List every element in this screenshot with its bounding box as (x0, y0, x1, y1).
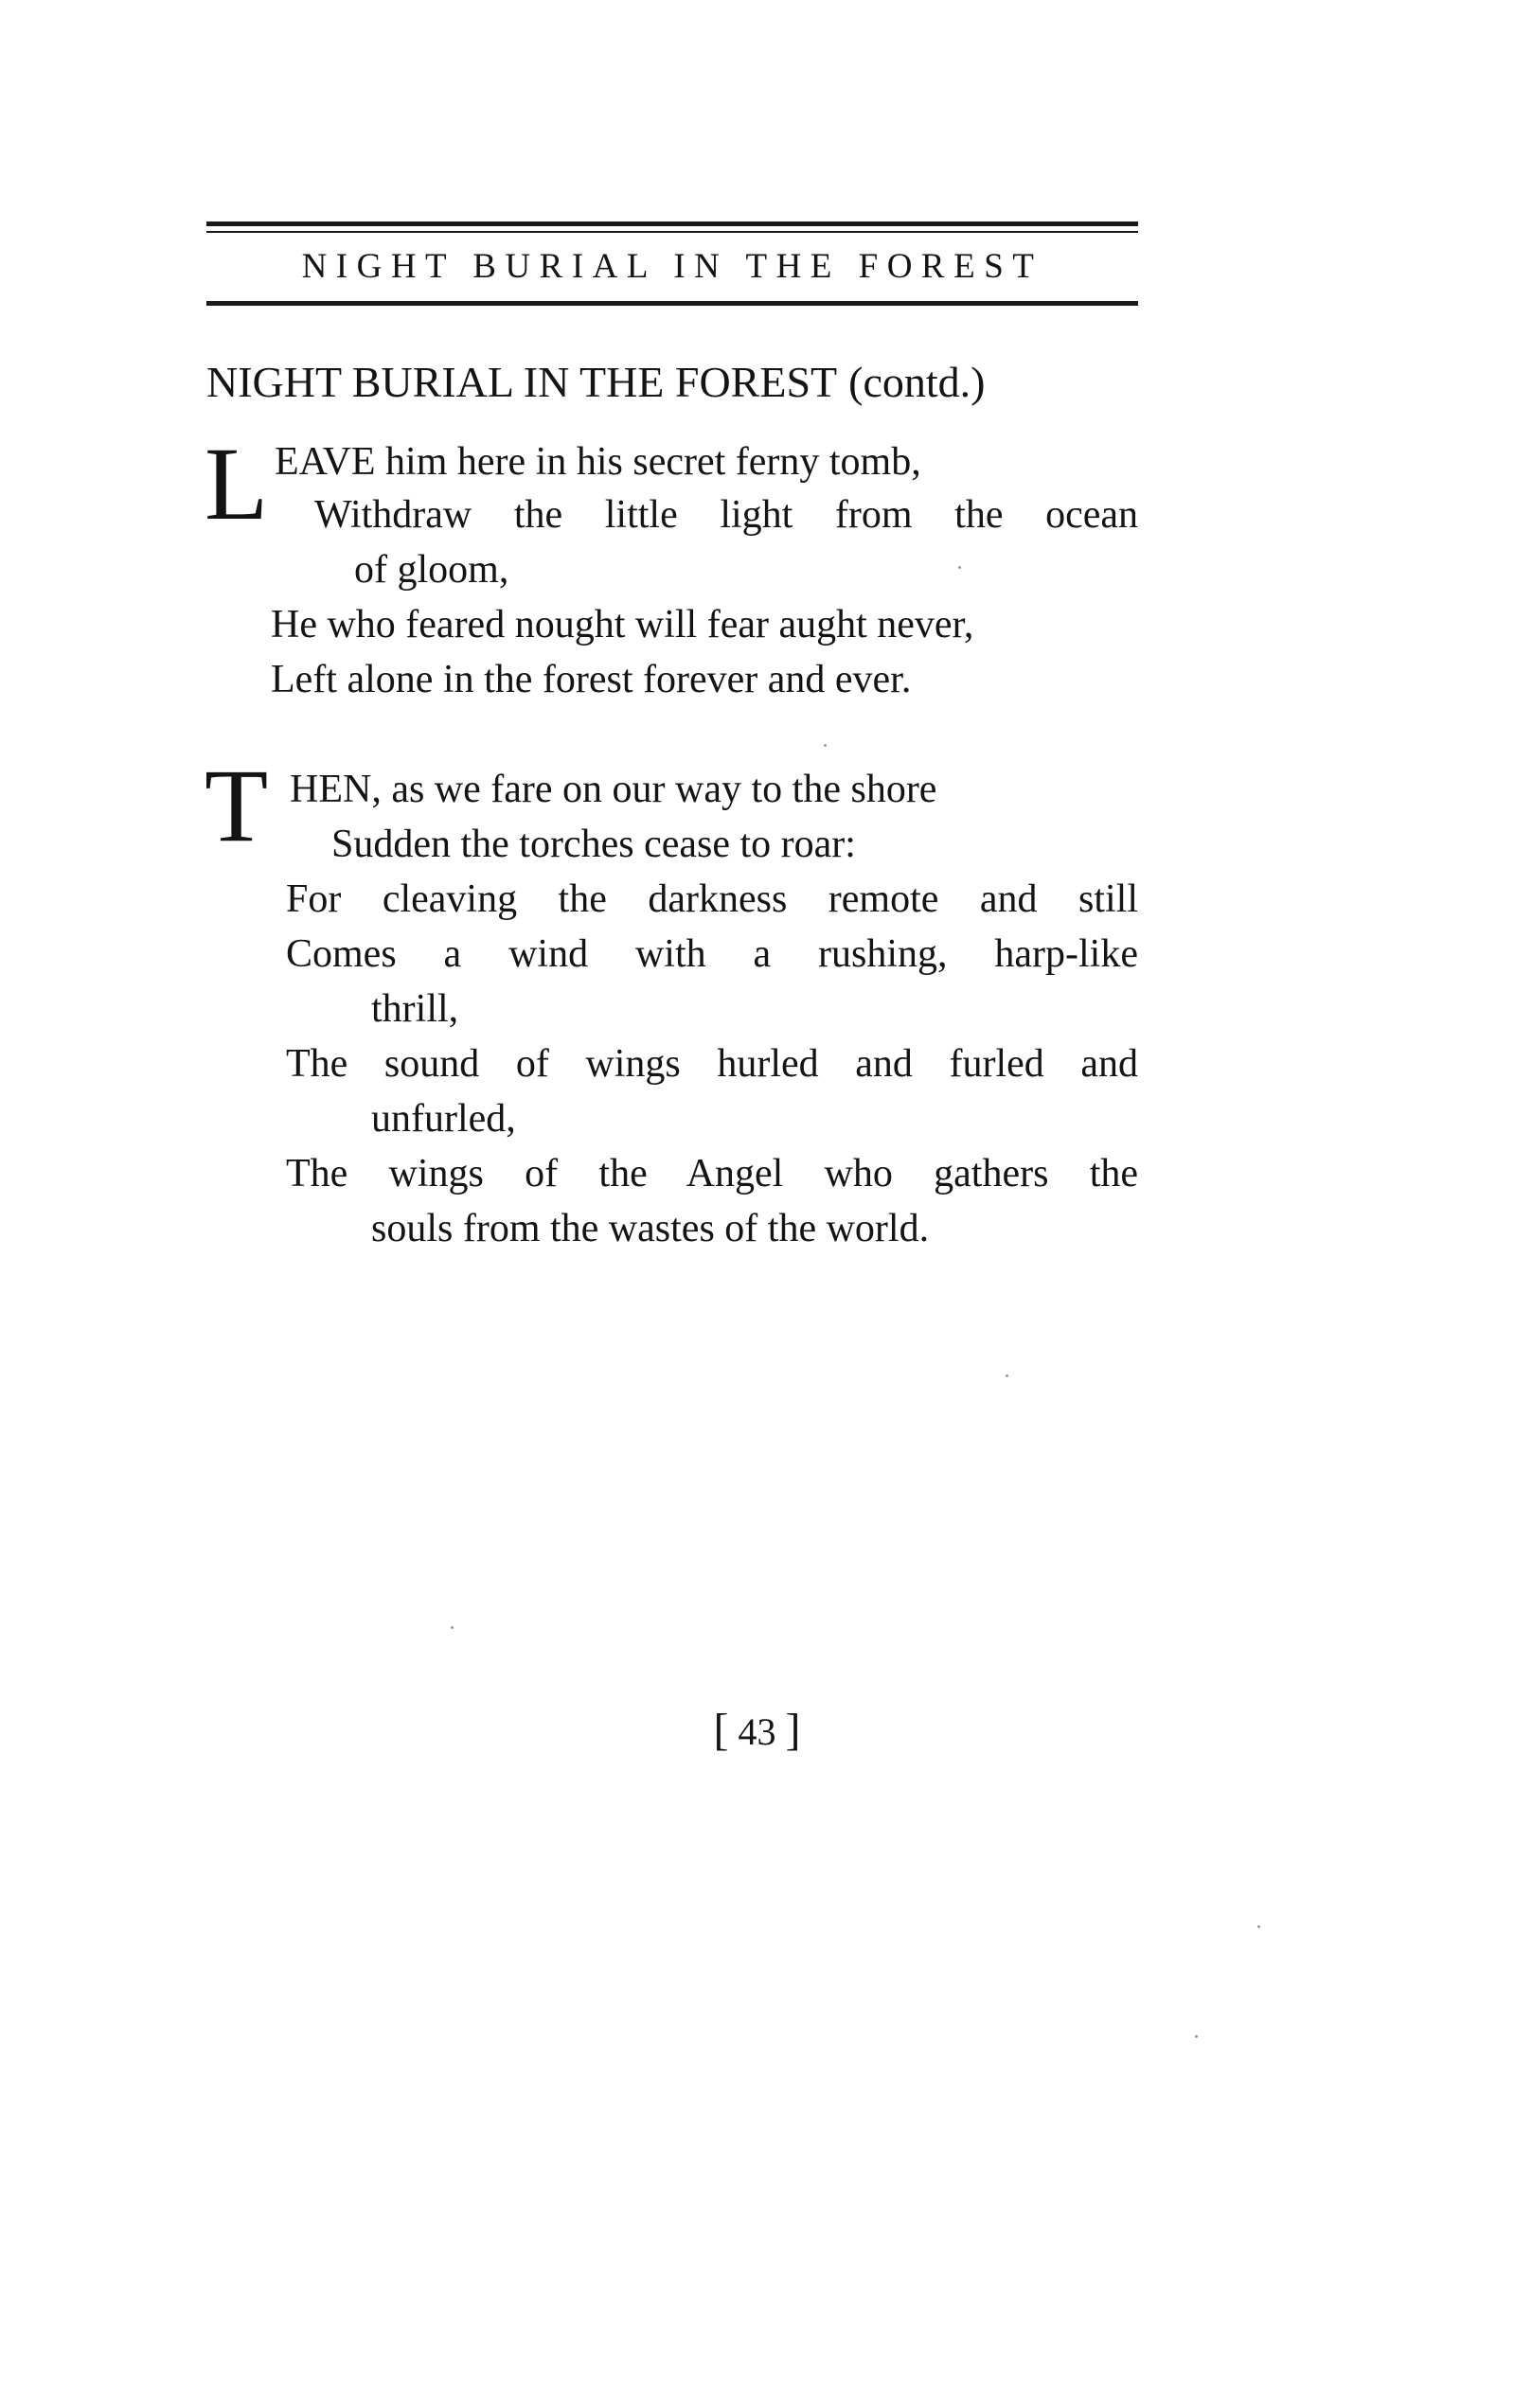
dropcap-t: T (205, 748, 269, 863)
paper-speck (1195, 2035, 1198, 2038)
stanza2-line-1: HEN, as we fare on our way to the shore (290, 768, 937, 811)
poem-title-suffix: (contd.) (848, 358, 986, 406)
stanza2-line-5: thrill, (371, 987, 459, 1031)
header-rule-thin (206, 231, 1138, 233)
stanza1-line-1: EAVE him here in his secret ferny tomb, (275, 440, 921, 484)
folio-number: 43 (738, 1710, 776, 1753)
stanza1-line-4: He who feared nought will fear aught never, (271, 603, 974, 646)
paper-speck (1257, 1925, 1260, 1928)
paper-speck (451, 1626, 454, 1629)
paper-speck (1006, 1374, 1008, 1377)
folio-open-bracket: [ (713, 1705, 729, 1755)
dropcap-l: L (205, 426, 269, 541)
stanza1-line-5: Left alone in the forest forever and ever. (271, 658, 912, 701)
poem-title (206, 354, 986, 411)
stanza2-line-9: souls from the wastes of the world. (371, 1207, 930, 1250)
stanza1-line-3: of gloom, (354, 548, 509, 592)
page-number (0, 1704, 1514, 1759)
paper-speck (824, 744, 827, 747)
poem-title-text: NIGHT BURIAL IN THE FOREST (206, 358, 838, 406)
folio-close-bracket: ] (785, 1705, 801, 1755)
paper-speck (958, 566, 961, 569)
running-head: NIGHT BURIAL IN THE FOREST (301, 247, 1043, 286)
stanza2-line-8: The wings of the Angel who gathers the (286, 1152, 1138, 1195)
stanza2-line-4: Comes a wind with a rushing, harp-like (286, 932, 1138, 976)
header-rule-bottom (206, 301, 1138, 306)
stanza1-line-2: Withdraw the little light from the ocean (314, 493, 1138, 537)
stanza2-line-6: The sound of wings hurled and furled and (286, 1042, 1138, 1086)
header-rule-thick (206, 221, 1138, 226)
stanza2-line-3: For cleaving the darkness remote and still (286, 877, 1138, 921)
stanza2-line-7: unfurled, (371, 1097, 516, 1141)
stanza2-line-2: Sudden the torches cease to roar: (331, 823, 856, 866)
